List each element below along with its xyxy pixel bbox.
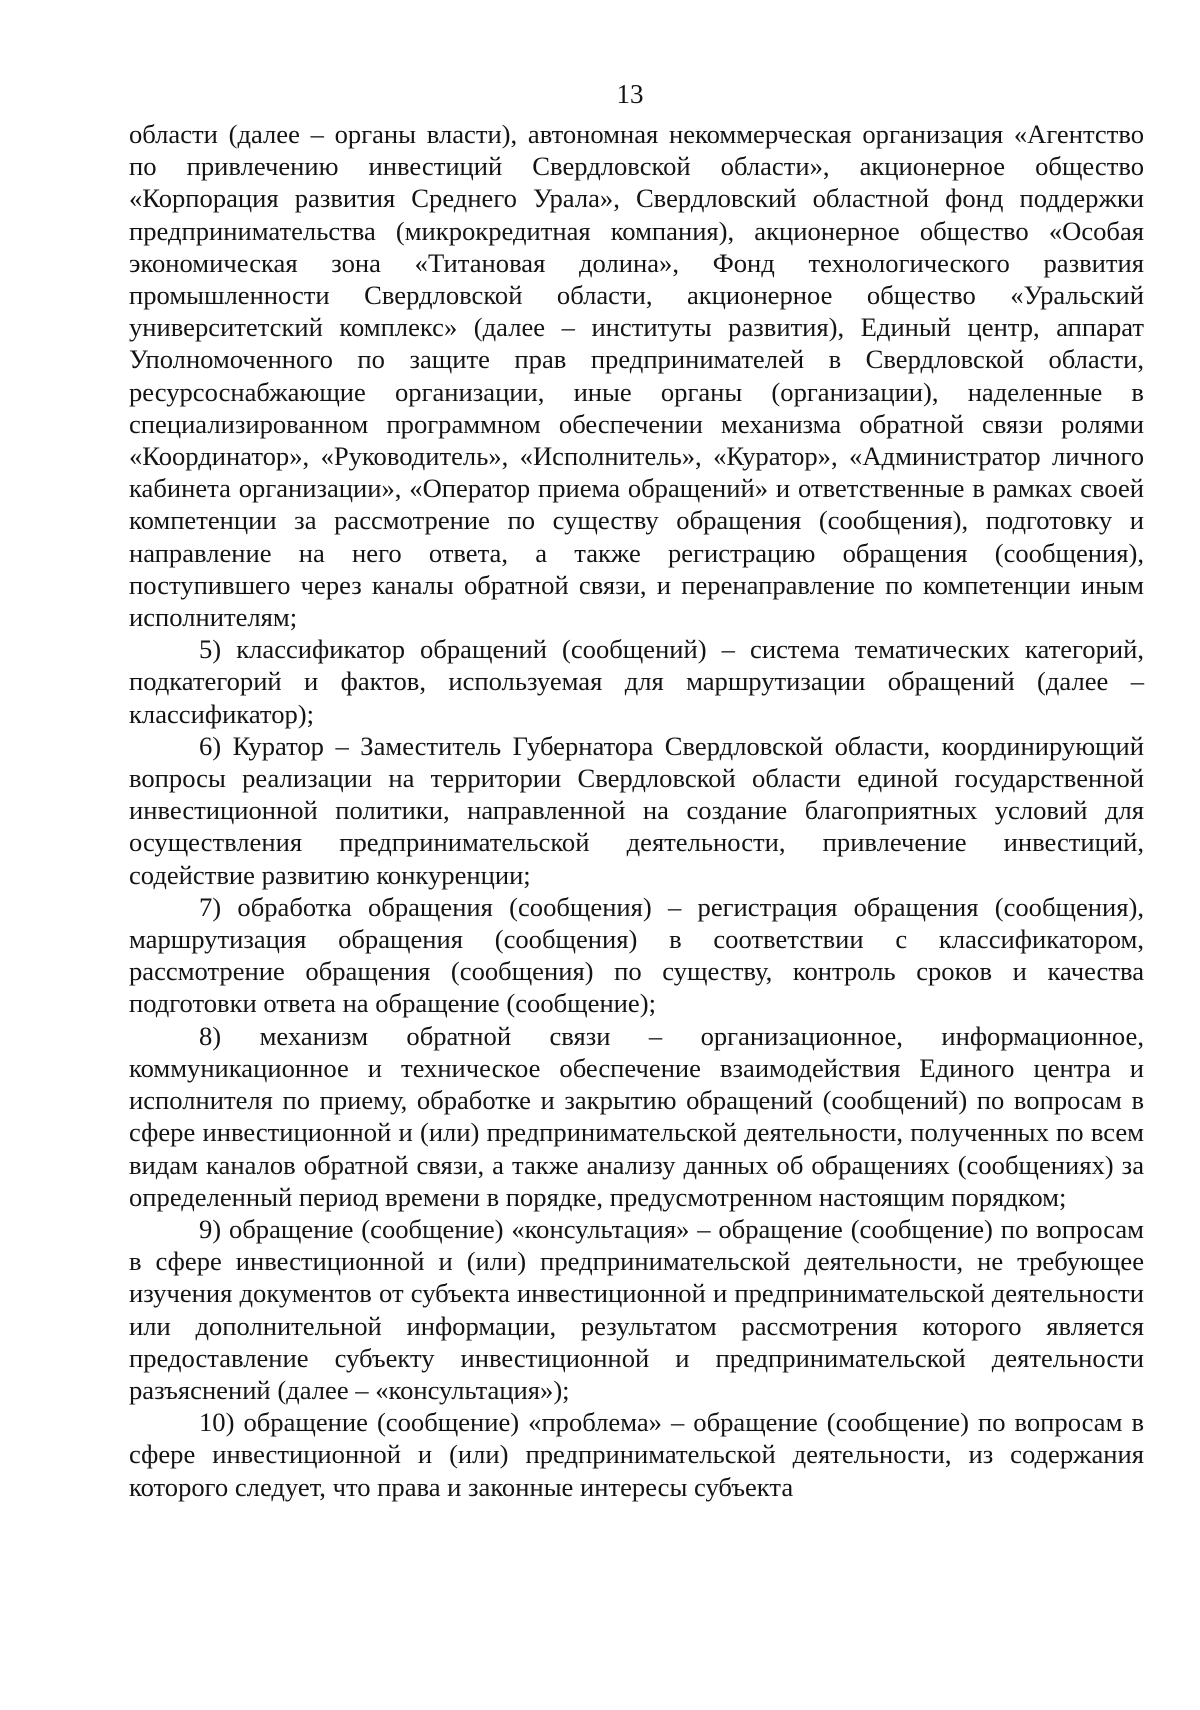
paragraph-item-6: 6) Куратор – Заместитель Губернатора Свердловской области, координирующий вопросы реализации на территории Свердловской области единой государственной инвестиционной политики, направленной на создание благоприятных условий для осуществления предпринимательской деятельности, привлечение инвестиций, содействие развитию конкуренции; bbox=[129, 730, 1144, 890]
paragraph-item-10: 10) обращение (сообщение) «проблема» – обращение (сообщение) по вопросам в сфере инвестиционной и (или) предпринимательской деятельности, из содержания которого следует, что права и законные интересы субъекта bbox=[129, 1407, 1144, 1502]
paragraph-item-8: 8) механизм обратной связи – организационное, информационное, коммуникационное и техническое обеспечение взаимодействия Единого центра и исполнителя по приему, обработке и закрытию обращений (сообщений) по вопросам в сфере инвестиционной и (или) предпринимательской деятельности, полученных по всем видам каналов обратной связи, а также анализу данных об обращениях (сообщениях) за определенный период времени в порядке, предусмотренном настоящим порядком; bbox=[129, 1020, 1144, 1212]
paragraph-continuation: области (далее – органы власти), автономная некоммерческая организация «Агентство по привлечению инвестиций Свердловской области», акционерное общество «Корпорация развития Среднего Урала», Свердловский областной фонд поддержки предпринимательства (микрокредитная компания), акционерное общество «Особая экономическая зона «Титановая долина», Фонд технологического развития промышленности Свердловской области, акционерное общество «Уральский университетский комплекс» (далее – институты развития), Единый центр, аппарат Уполномоченного по защите прав предпринимателей в Свердловской области, ресурсоснабжающие организации, иные органы (организации), наделенные в специализированном программном обеспечении механизма обратной связи ролями «Координатор», «Руководитель», «Исполнитель», «Куратор», «Администратор личного кабинета организации», «Оператор приема обращений» и ответственные в рамках своей компетенции за рассмотрение по существу обращения (сообщения), подготовку и направление на него ответа, а также регистрацию обращения (сообщения), поступившего через каналы обратной связи, и перенаправление по компетенции иным исполнителям; bbox=[129, 119, 1144, 633]
paragraph-item-9: 9) обращение (сообщение) «консультация» – обращение (сообщение) по вопросам в сфере инвестиционной и (или) предпринимательской деятельности, не требующее изучения документов от субъекта инвестиционной и предпринимательской деятельности или дополнительной информации, результатом рассмотрения которого является предоставление субъекту инвестиционной и предпринимательской деятельности разъяснений (далее – «консультация»); bbox=[129, 1213, 1144, 1405]
paragraph-item-5: 5) классификатор обращений (сообщений) – система тематических категорий, подкатегорий и фактов, используемая для маршрутизации обращений (далее – классификатор); bbox=[129, 634, 1144, 729]
paragraph-item-7: 7) обработка обращения (сообщения) – регистрация обращения (сообщения), маршрутизация обращения (сообщения) в соответствии с классификатором, рассмотрение обращения (сообщения) по существу, контроль сроков и качества подготовки ответа на обращение (сообщение); bbox=[129, 891, 1144, 1019]
document-body bbox=[129, 118, 1144, 1503]
page-number: 13 bbox=[616, 79, 644, 109]
